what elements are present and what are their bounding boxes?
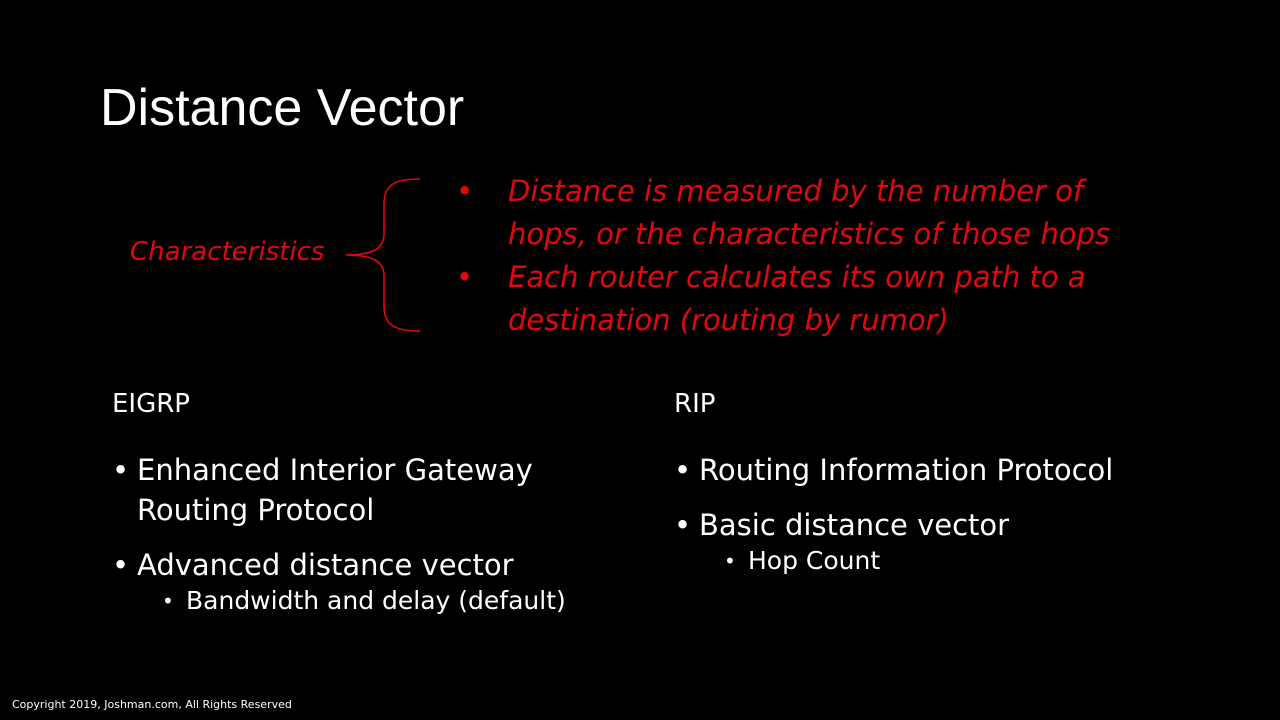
bullet-line: Routing Information Protocol [699, 453, 1114, 487]
bullet-icon: • [674, 453, 692, 487]
bullet-icon: • [456, 260, 474, 294]
characteristic-line: destination (routing by rumor) [508, 303, 949, 337]
eigrp-heading: EIGRP [112, 389, 190, 419]
rip-bullet [674, 450, 1234, 490]
characteristic-line: hops, or the characteristics of those hops [508, 217, 1110, 251]
sub-bullet-text: Hop Count [748, 546, 881, 575]
curly-brace-icon [340, 176, 424, 336]
bullet-icon: • [162, 589, 174, 613]
eigrp-bullet [112, 545, 652, 585]
eigrp-sub-bullet [112, 585, 652, 617]
characteristic-line: Each router calculates its own path to a [508, 260, 1086, 294]
rip-bullet [674, 505, 1234, 545]
characteristic-item [456, 170, 1176, 256]
bullet-line: Basic distance vector [699, 508, 1010, 542]
bullet-line: Advanced distance vector [137, 548, 514, 582]
bullet-icon: • [456, 174, 474, 208]
bullet-line: Routing Protocol [137, 493, 375, 527]
bullet-icon: • [112, 548, 130, 582]
bullet-icon: • [112, 453, 130, 487]
characteristics-list [456, 170, 1176, 342]
eigrp-bullet [112, 450, 652, 530]
characteristic-item [456, 256, 1176, 342]
rip-sub-bullet [674, 545, 1234, 577]
slide-title: Distance Vector [100, 79, 465, 137]
characteristic-line: Distance is measured by the number of [508, 174, 1084, 208]
rip-heading: RIP [674, 389, 716, 419]
bullet-icon: • [674, 508, 692, 542]
eigrp-column [112, 380, 652, 627]
copyright-footer: Copyright 2019, Joshman.com, All Rights Reserved [12, 698, 292, 711]
characteristics-label: Characteristics [130, 237, 325, 267]
bullet-line: Enhanced Interior Gateway [137, 453, 533, 487]
rip-column [674, 380, 1234, 587]
sub-bullet-text: Bandwidth and delay (default) [186, 586, 566, 615]
bullet-icon: • [724, 549, 736, 573]
